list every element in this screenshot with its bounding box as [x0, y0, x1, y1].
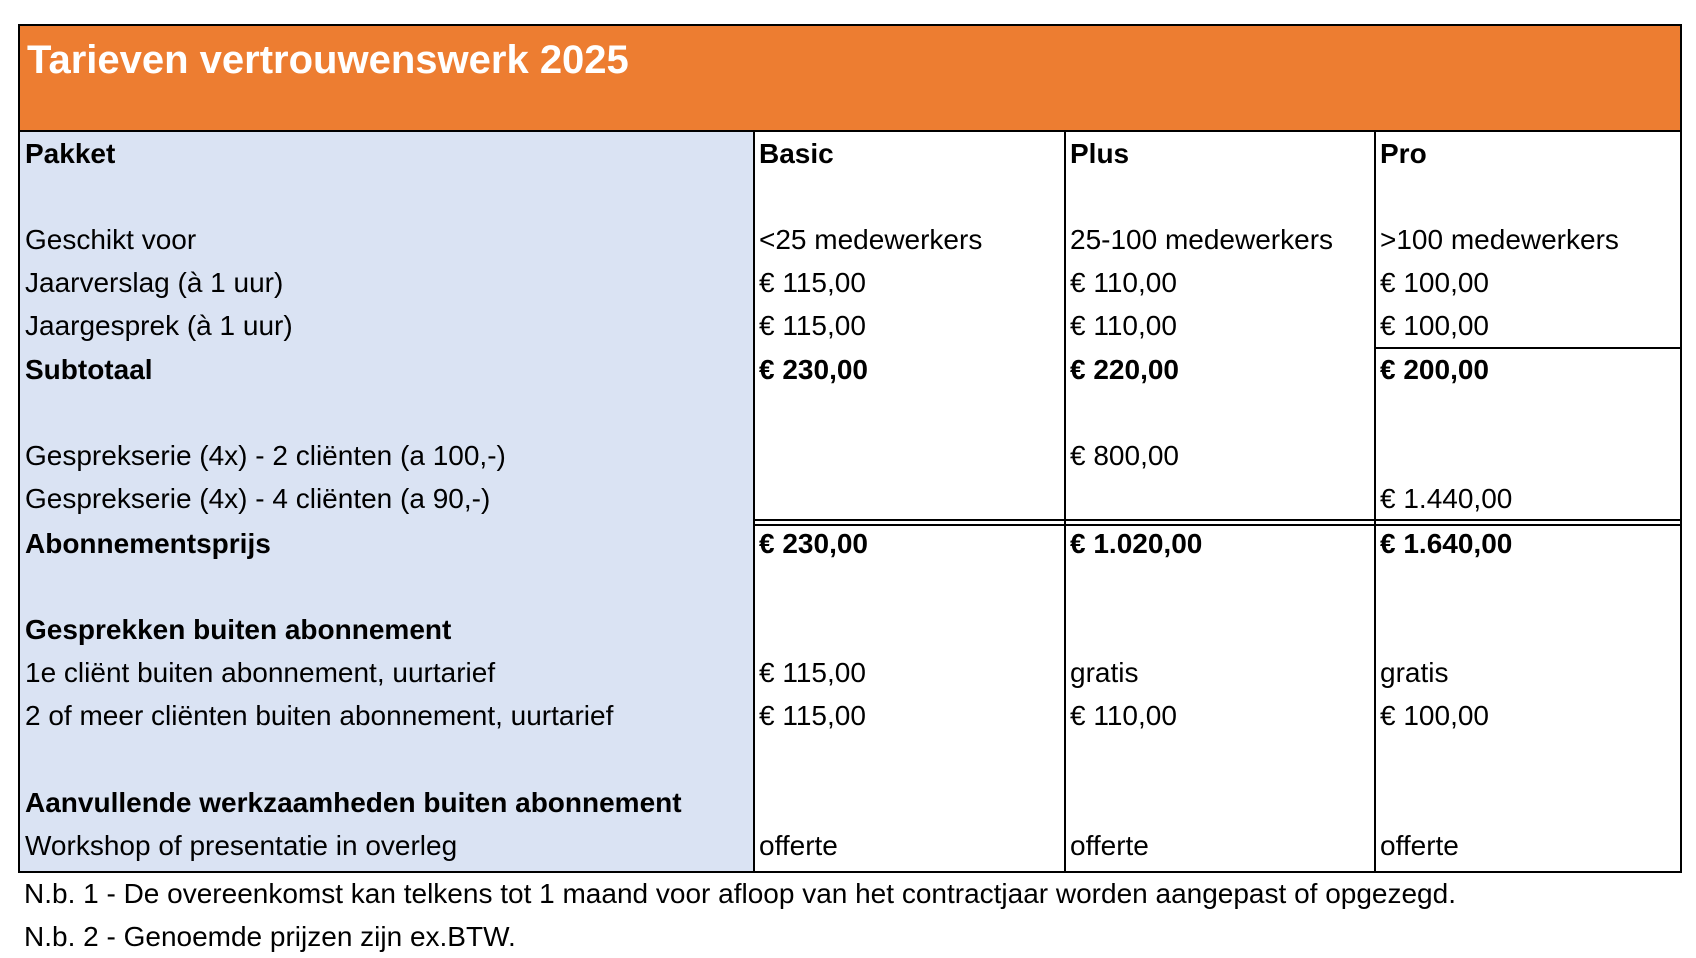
header-plus: Plus: [1070, 138, 1130, 169]
cell-pro: € 100,00: [1380, 310, 1489, 341]
cell-pro: € 200,00: [1380, 354, 1489, 385]
row-label-abonnementsprijs: Abonnementsprijs: [25, 528, 271, 559]
cell-plus: gratis: [1070, 657, 1139, 688]
cell-basic: offerte: [759, 830, 838, 861]
header-pro: Pro: [1380, 138, 1427, 169]
page-title: Tarieven vertrouwenswerk 2025: [27, 38, 629, 82]
footnote-1: N.b. 1 - De overeenkomst kan telkens tot 1 maand voor afloop van het contractjaar worden aangepast of opgezegd.: [24, 878, 1456, 909]
cell-pro: € 1.640,00: [1380, 528, 1513, 559]
header-pakket: Pakket: [25, 138, 116, 169]
cell-basic: <25 medewerkers: [759, 224, 983, 255]
section-heading-aanvullend: Aanvullende werkzaamheden buiten abonnement: [25, 787, 682, 818]
row-label: 1e cliënt buiten abonnement, uurtarief: [25, 657, 496, 688]
row-label: Gesprekserie (4x) - 2 cliënten (a 100,-): [25, 440, 506, 471]
footnote-2: N.b. 2 - Genoemde prijzen zijn ex.BTW.: [24, 921, 516, 952]
cell-pro: € 1.440,00: [1380, 483, 1513, 514]
row-label: 2 of meer cliënten buiten abonnement, uurtarief: [25, 700, 614, 731]
divider-basic: [753, 132, 755, 871]
cell-basic: € 230,00: [759, 354, 868, 385]
cell-pro: gratis: [1380, 657, 1449, 688]
row-label: Workshop of presentatie in overleg: [25, 830, 458, 861]
cell-pro: >100 medewerkers: [1380, 224, 1619, 255]
divider-subtotal-bottom: [753, 519, 1680, 521]
row-label: Gesprekserie (4x) - 4 cliënten (a 90,-): [25, 483, 491, 514]
cell-basic: € 230,00: [759, 528, 868, 559]
row-label: Jaarverslag (à 1 uur): [25, 267, 284, 298]
header-basic: Basic: [759, 138, 834, 169]
cell-plus: € 110,00: [1070, 700, 1177, 731]
cell-pro: € 100,00: [1380, 700, 1489, 731]
row-label: Jaargesprek (à 1 uur): [25, 310, 293, 341]
cell-plus: € 800,00: [1070, 440, 1179, 471]
cell-pro: offerte: [1380, 830, 1459, 861]
cell-plus: € 110,00: [1070, 310, 1177, 341]
cell-basic: € 115,00: [759, 310, 866, 341]
divider-plus: [1064, 132, 1066, 871]
pricing-sheet: [18, 24, 1682, 873]
divider-abonnement-top: [753, 524, 1680, 526]
cell-basic: € 115,00: [759, 700, 866, 731]
cell-pro: € 100,00: [1380, 267, 1489, 298]
cell-basic: € 115,00: [759, 267, 866, 298]
title-bar: [18, 24, 1682, 132]
cell-basic: € 115,00: [759, 657, 866, 688]
row-label-subtotal: Subtotaal: [25, 354, 153, 385]
divider-pro: [1374, 132, 1376, 871]
cell-plus: € 220,00: [1070, 354, 1179, 385]
cell-plus: € 1.020,00: [1070, 528, 1203, 559]
row-label: Geschikt voor: [25, 224, 197, 255]
section-heading-gesprekken: Gesprekken buiten abonnement: [25, 614, 452, 645]
cell-plus: offerte: [1070, 830, 1149, 861]
cell-plus: € 110,00: [1070, 267, 1177, 298]
pricing-table: [18, 130, 1682, 873]
cell-plus: 25-100 medewerkers: [1070, 224, 1334, 255]
